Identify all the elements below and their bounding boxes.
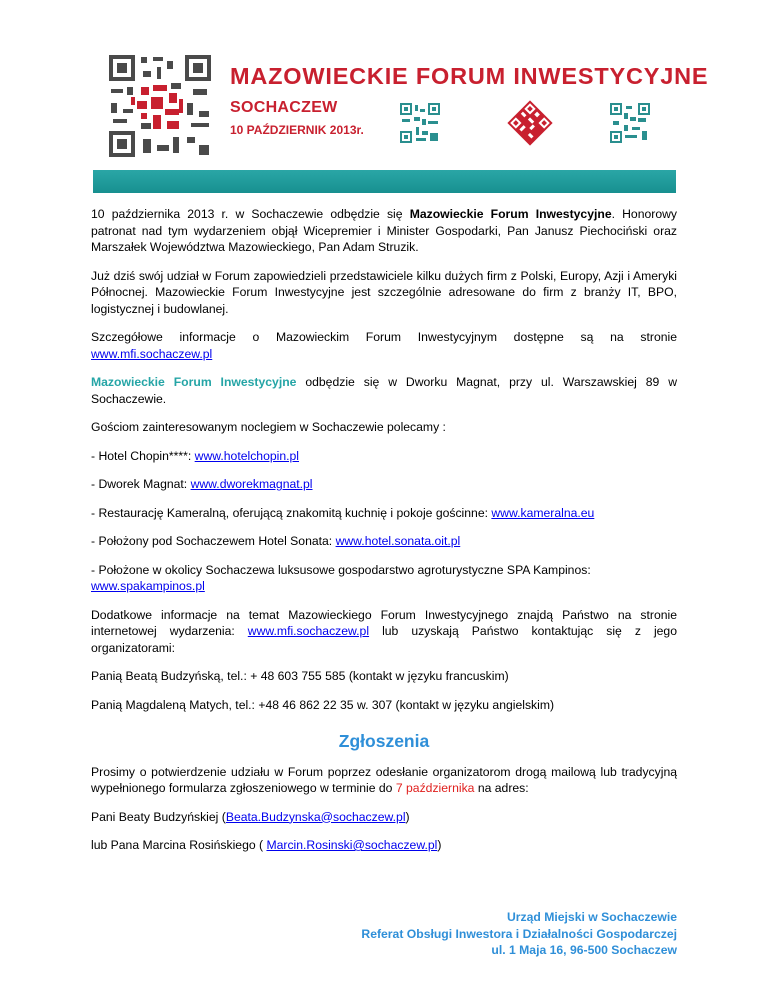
accommodation-item-hotel-chopin: - Hotel Chopin****: www.hotelchopin.pl bbox=[91, 448, 299, 463]
registration-paragraph: Prosimy o potwierdzenie udziału w Forum poprzez odesłanie organizatorom drogą mailową lub tradycyjną wypełnionego formularza zgłoszeniowego w terminie do 7 października na adres: bbox=[91, 764, 677, 795]
qr-code-red-diamond-icon bbox=[505, 98, 555, 148]
banner-city: SOCHACZEW bbox=[230, 99, 338, 116]
venue-paragraph: Mazowieckie Forum Inwestycyjne odbędzie się w Dworku Magnat, przy ul. Warszawskiej 89 w Sochaczewie. bbox=[91, 375, 677, 406]
footer-address: ul. 1 Maja 16, 96-500 Sochaczew bbox=[491, 943, 677, 957]
participants-paragraph: Już dziś swój udział w Forum zapowiedzieli przedstawiciele kilku dużych firm z Polski, Europy, Azji i Ameryki Północnej. Mazowieckie Forum Inwestycyjne jest szczególnie adresowane do firm z branży IT, BPO, logistycznej i budowlanej. bbox=[91, 268, 677, 316]
mfi-website-link-2[interactable]: www.mfi.sochaczew.pl bbox=[247, 624, 370, 638]
qr-code-teal-right-icon bbox=[610, 103, 650, 143]
footer-office-name: Urząd Miejski w Sochaczewie bbox=[506, 910, 677, 924]
event-banner bbox=[93, 40, 709, 193]
accommodation-intro: Gościom zainteresowanym noclegiem w Sochaczewie polecamy : bbox=[91, 420, 446, 434]
beata-email-link[interactable]: Beata.Budzynska@sochaczew.pl bbox=[225, 809, 406, 824]
marcin-email-link[interactable]: Marcin.Rosinski@sochaczew.pl bbox=[266, 838, 438, 852]
banner-title: MAZOWIECKIE FORUM INWESTYCYJNE bbox=[230, 63, 709, 89]
spakampinos-link[interactable]: www.spakampinos.pl bbox=[91, 579, 205, 593]
mfi-website-link[interactable]: www.mfi.sochaczew.pl bbox=[91, 346, 213, 361]
qr-code-teal-icon bbox=[400, 103, 440, 143]
footer-department: Referat Obsługi Inwestora i Działalności Gospodarczej bbox=[361, 926, 677, 941]
registration-contact-1: Pani Beaty Budzyńskiej (Beata.Budzynska@sochaczew.pl) bbox=[91, 809, 410, 824]
hotelchopin-link[interactable]: www.hotelchopin.pl bbox=[194, 448, 299, 463]
document-body bbox=[91, 206, 677, 866]
contact-magdalena-matych: Panią Magdaleną Matych, tel.: +48 46 862 22 35 w. 307 (kontakt w języku angielskim) bbox=[91, 697, 555, 712]
kameralna-link[interactable]: www.kameralna.eu bbox=[491, 505, 595, 520]
banner-date: 10 PAŹDZIERNIK 2013r. bbox=[230, 123, 364, 137]
details-paragraph: Szczegółowe informacje o Mazowieckim Forum Inwestycyjnym dostępne są na stronie www.mfi.sochaczew.pl bbox=[91, 330, 677, 361]
accommodation-item-kameralna: - Restaurację Kameralną, oferującą znakomitą kuchnię i pokoje gościnne: www.kameralna.eu bbox=[91, 505, 595, 520]
accommodation-item-sonata: - Położony pod Sochaczewem Hotel Sonata: www.hotel.sonata.oit.pl bbox=[91, 534, 461, 548]
accommodation-item-dworek-magnat: - Dworek Magnat: www.dworekmagnat.pl bbox=[91, 477, 313, 491]
more-info-paragraph: Dodatkowe informacje na temat Mazowieckiego Forum Inwestycyjnego znajdą Państwo na stronie internetowej wydarzenia: www.mfi.sochaczew.pl lub uzyskają Państwo kontaktując się z jego organizatorami: bbox=[91, 607, 677, 655]
contact-beata-budzynska: Panią Beatą Budzyńską, tel.: + 48 603 755 585 (kontakt w języku francuskim) bbox=[91, 669, 509, 683]
intro-paragraph: 10 października 2013 r. w Sochaczewie odbędzie się Mazowieckie Forum Inwestycyjne. Honorowy patronat nad tym wydarzeniem objął Wicepremier i Minister Gospodarki, Pan Janusz Piechociński oraz Marszałek Województwa Mazowieckiego, Pan Adam Struzik. bbox=[91, 207, 677, 254]
registration-deadline: 7 października bbox=[395, 781, 475, 795]
hotel-sonata-link[interactable]: www.hotel.sonata.oit.pl bbox=[335, 534, 461, 548]
registration-contact-2: lub Pana Marcina Rosińskiego ( Marcin.Rosinski@sochaczew.pl) bbox=[91, 838, 442, 852]
dworekmagnat-link[interactable]: www.dworekmagnat.pl bbox=[190, 477, 313, 491]
organizer-footer bbox=[361, 909, 677, 959]
accommodation-item-spa-kampinos: - Położone w okolicy Sochaczewa luksusowe gospodarstwo agroturystyczne SPA Kampinos: www.spakampinos.pl bbox=[91, 562, 591, 593]
venue-event-name: Mazowieckie Forum Inwestycyjne bbox=[91, 375, 297, 389]
registration-heading: Zgłoszenia bbox=[338, 731, 430, 751]
qr-code-large-icon bbox=[107, 53, 213, 159]
banner-stripe bbox=[93, 170, 676, 193]
